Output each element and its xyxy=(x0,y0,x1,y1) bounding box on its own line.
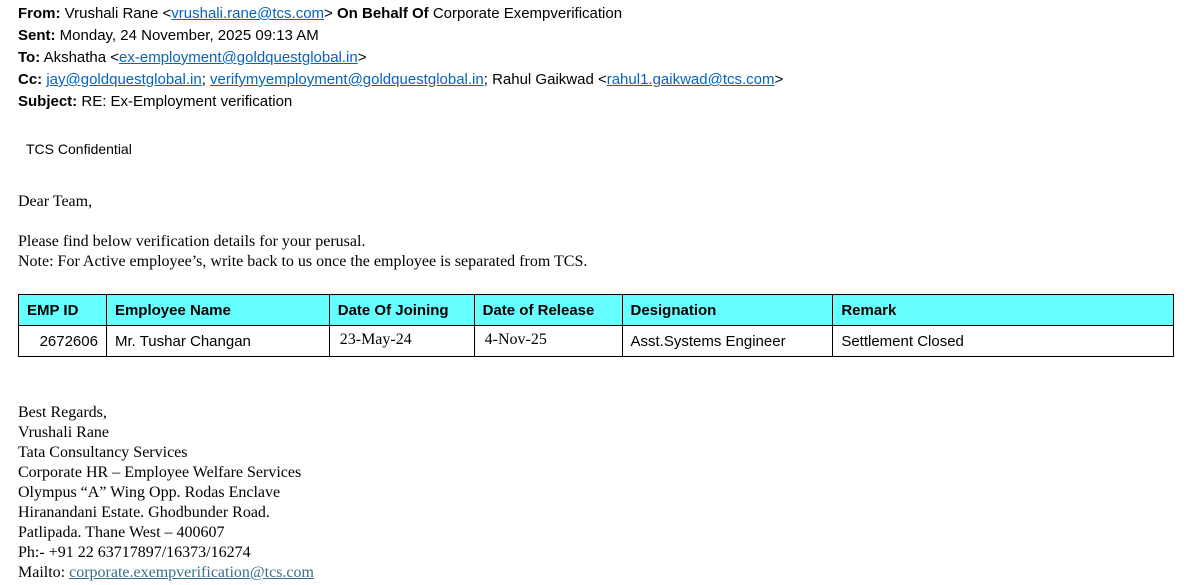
signature-block xyxy=(18,403,314,583)
cc-close: > xyxy=(774,71,784,88)
cell-remark: Settlement Closed xyxy=(833,326,1174,357)
cell-date-of-release: 4-Nov-25 xyxy=(474,326,622,357)
sent-line xyxy=(18,25,1178,47)
email-message xyxy=(18,0,1178,581)
to-name: Akshatha < xyxy=(43,49,120,66)
from-label: From: xyxy=(18,5,61,22)
signature-line: Corporate HR – Employee Welfare Services xyxy=(18,464,302,481)
to-close: > xyxy=(357,49,367,66)
classification-label: TCS Confidential xyxy=(26,141,132,157)
cc-line xyxy=(18,69,1178,91)
cc-email-link-3[interactable]: rahul1.gaikwad@tcs.com xyxy=(606,71,775,88)
email-header xyxy=(18,0,1178,113)
sent-label: Sent: xyxy=(18,27,56,44)
subject-label: Subject: xyxy=(18,93,78,110)
signature-line: Tata Consultancy Services xyxy=(18,444,188,461)
verification-table xyxy=(18,294,1174,357)
message-body xyxy=(18,232,587,272)
sent-value: Monday, 24 November, 2025 09:13 AM xyxy=(59,27,319,44)
body-line-1: Please find below verification details for your perusal. xyxy=(18,233,366,250)
signature-line: Hiranandani Estate. Ghodbunder Road. xyxy=(18,504,270,521)
signature-line: Ph:- +91 22 63717897/16373/16274 xyxy=(18,544,251,561)
header-date-of-release: Date of Release xyxy=(474,295,622,326)
on-behalf-label: On Behalf Of xyxy=(336,5,429,22)
cc-separator-2: ; Rahul Gaikwad < xyxy=(483,71,607,88)
signature-line: Patlipada. Thane West – 400607 xyxy=(18,524,225,541)
to-line xyxy=(18,47,1178,69)
from-email-link[interactable]: vrushali.rane@tcs.com xyxy=(171,5,325,22)
mailto-email-link[interactable]: corporate.exempverification@tcs.com xyxy=(69,564,314,581)
mailto-line xyxy=(18,563,314,583)
to-email-link[interactable]: ex-employment@goldquestglobal.in xyxy=(119,49,358,66)
table-row xyxy=(19,326,1174,357)
cell-designation: Asst.Systems Engineer xyxy=(622,326,833,357)
subject-value: RE: Ex-Employment verification xyxy=(81,93,293,110)
from-close: > xyxy=(324,5,333,22)
header-employee-name: Employee Name xyxy=(106,295,329,326)
cc-separator-1: ; xyxy=(201,71,206,88)
cell-date-of-joining: 23-May-24 xyxy=(329,326,474,357)
table-header-row xyxy=(19,295,1174,326)
greeting: Dear Team, xyxy=(18,193,93,210)
from-line xyxy=(18,3,1178,25)
header-date-of-joining: Date Of Joining xyxy=(329,295,474,326)
cc-email-link-2[interactable]: verifymyemployment@goldquestglobal.in xyxy=(210,71,484,88)
subject-line xyxy=(18,91,1178,113)
cell-emp-id: 2672606 xyxy=(19,326,107,357)
mailto-label: Mailto: xyxy=(18,564,66,581)
header-designation: Designation xyxy=(622,295,833,326)
cc-email-link-1[interactable]: jay@goldquestglobal.in xyxy=(46,71,202,88)
cell-employee-name: Mr. Tushar Changan xyxy=(106,326,329,357)
header-remark: Remark xyxy=(833,295,1174,326)
signature-line: Best Regards, xyxy=(18,404,107,421)
header-emp-id: EMP ID xyxy=(19,295,107,326)
to-label: To: xyxy=(18,49,41,66)
signature-line: Vrushali Rane xyxy=(18,424,110,441)
signature-line: Olympus “A” Wing Opp. Rodas Enclave xyxy=(18,484,281,501)
on-behalf-name: Corporate Exempverification xyxy=(432,5,623,22)
from-name: Vrushali Rane < xyxy=(64,5,172,22)
cc-label: Cc: xyxy=(18,71,43,88)
body-line-2: Note: For Active employee’s, write back to us once the employee is separated from TCS. xyxy=(18,253,588,270)
